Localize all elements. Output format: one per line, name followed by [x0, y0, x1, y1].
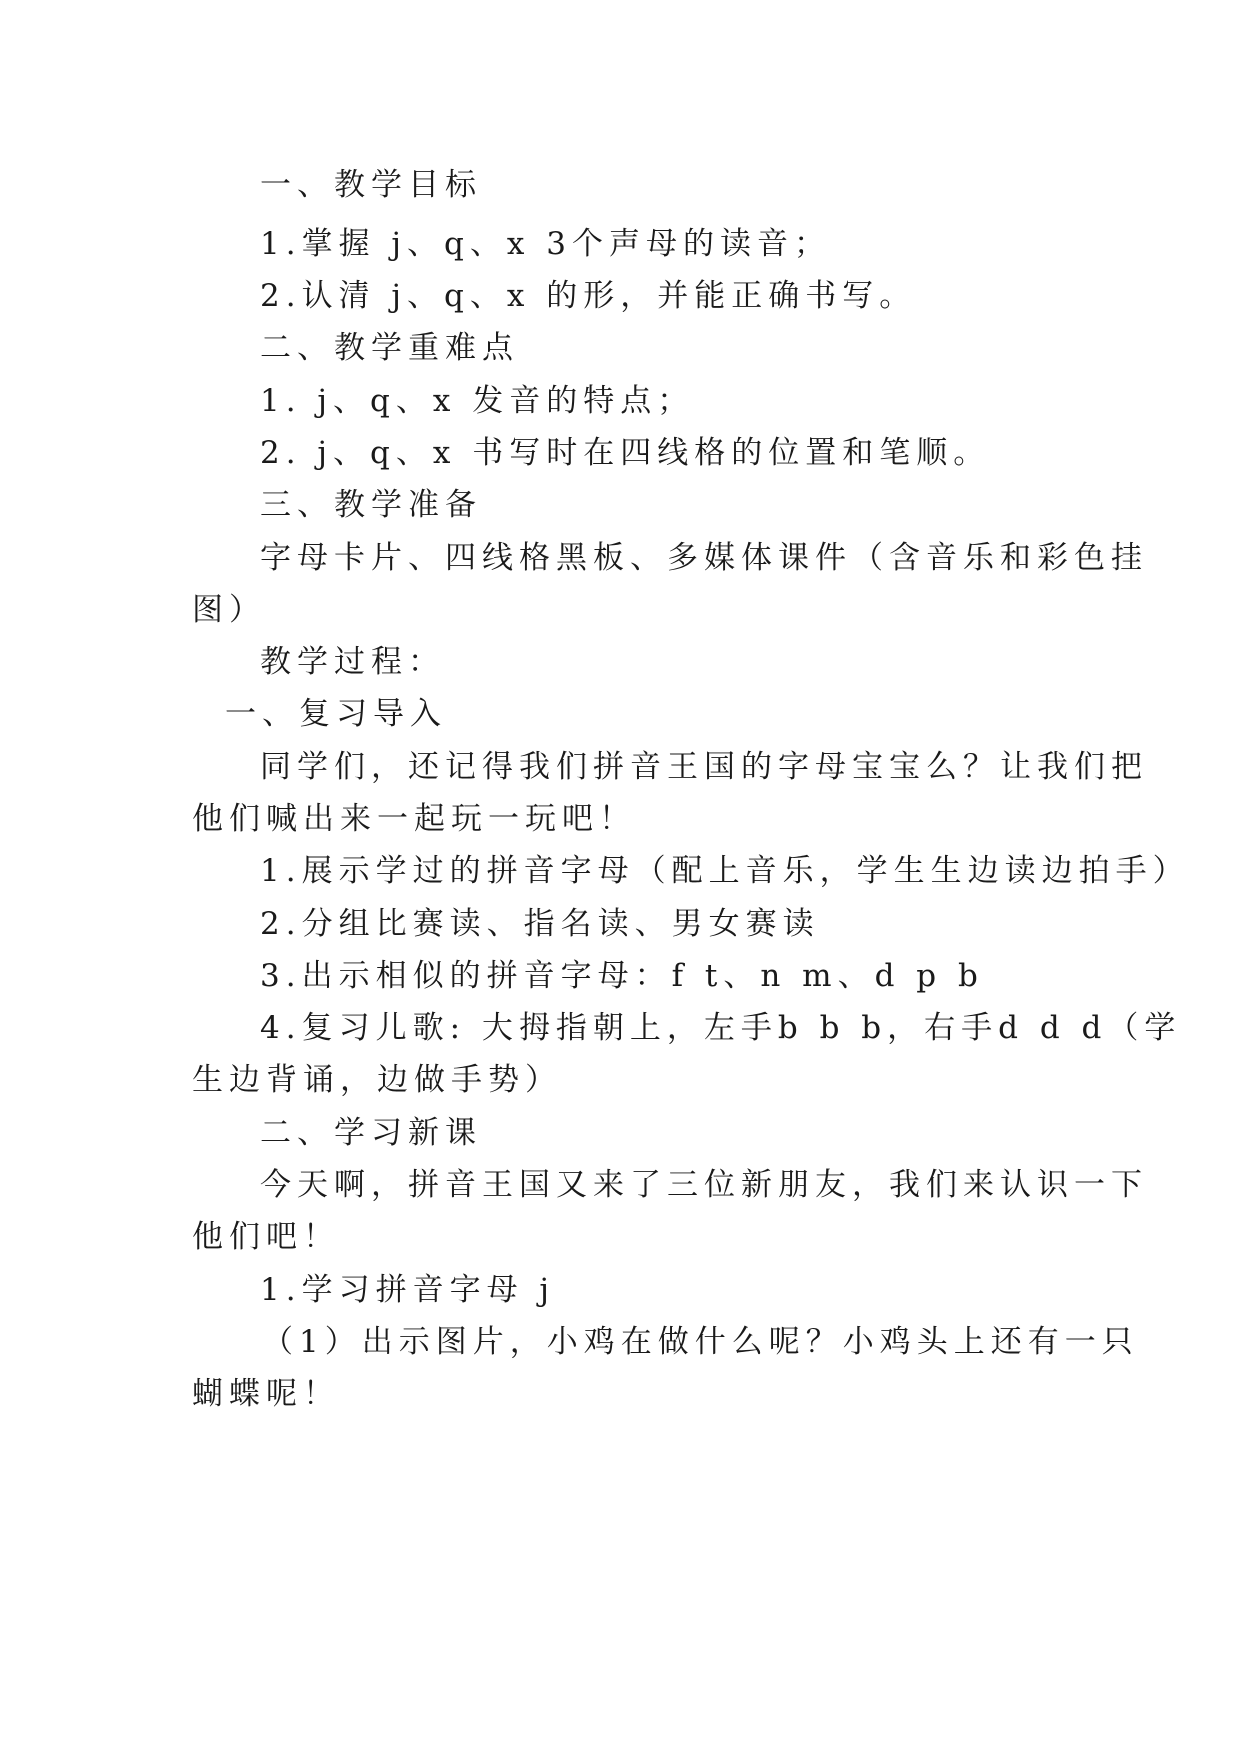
review-step-3: 3.出示相似的拼音字母：f t、n m、d p b [260, 958, 984, 994]
learn-letter-j: 1.学习拼音字母 j [260, 1272, 556, 1308]
step-show-picture-cont: 蝴蝶呢！ [192, 1376, 340, 1412]
key-point-2: 2. j、q、x 书写时在四线格的位置和笔顺。 [260, 435, 991, 471]
heading-new-lesson: 二、学习新课 [260, 1115, 482, 1151]
heading-preparation: 三、教学准备 [260, 487, 482, 523]
heading-process: 教学过程： [260, 644, 445, 680]
review-step-4-cont: 生边背诵，边做手势） [192, 1062, 562, 1098]
review-step-1: 1.展示学过的拼音字母（配上音乐，学生生边读边拍手） [260, 853, 1190, 889]
preparation-text-2: 图） [192, 592, 266, 628]
heading-review: 一、复习导入 [225, 696, 447, 732]
review-step-2: 2.分组比赛读、指名读、男女赛读 [260, 906, 820, 942]
new-lesson-text-1: 今天啊，拼音王国又来了三位新朋友，我们来认识一下 [260, 1167, 1148, 1203]
heading-key-points: 二、教学重难点 [260, 330, 519, 366]
review-text-2: 他们喊出来一起玩一玩吧！ [192, 801, 636, 837]
review-step-4: 4.复习儿歌: 大拇指朝上，左手b b b，右手d d d（学 [260, 1010, 1182, 1046]
heading-teaching-goals: 一、教学目标 [260, 167, 482, 203]
goal-item-2: 2.认清 j、q、x 的形，并能正确书写。 [260, 278, 917, 314]
key-point-1: 1. j、q、x 发音的特点； [260, 383, 695, 419]
goal-item-1: 1.掌握 j、q、x 3个声母的读音； [260, 226, 831, 262]
preparation-text-1: 字母卡片、四线格黑板、多媒体课件（含音乐和彩色挂 [260, 540, 1148, 576]
new-lesson-text-2: 他们吧！ [192, 1219, 340, 1255]
step-show-picture: （1）出示图片，小鸡在做什么呢？小鸡头上还有一只 [262, 1324, 1139, 1360]
review-text-1: 同学们，还记得我们拼音王国的字母宝宝么？让我们把 [260, 749, 1148, 785]
